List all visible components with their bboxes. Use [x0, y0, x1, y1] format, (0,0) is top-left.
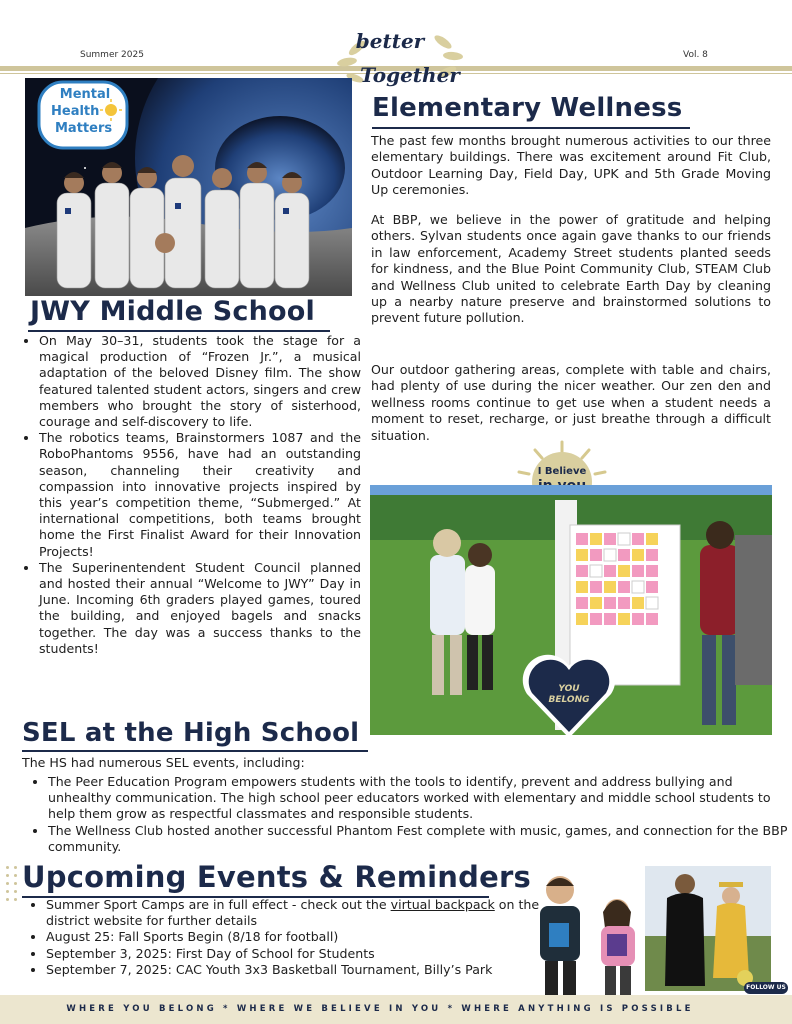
issue-volume: Vol. 8 [683, 50, 708, 60]
logo-line-2: Together [360, 63, 460, 87]
event-fall-sports: • August 25: Fall Sports Begin (8/18 for football) [46, 929, 566, 945]
sun-badge-line-1: I Believe [537, 466, 587, 477]
badge-word-health: Health [51, 104, 100, 119]
badge-word-mental: Mental [59, 87, 111, 102]
event-first-day: • September 3, 2025: First Day of School for Students [46, 946, 566, 962]
students-illustration [525, 868, 645, 995]
follow-us-label: FOLLOW US [744, 982, 788, 994]
high-item-peer-education: • The Peer Education Program empowers students with the tools to identify, prevent and address bullying and unhealthy communication. The high school peer educators worked with elementary and middle school students to help them grow as respectful classmates and responsible students. [48, 774, 792, 823]
issue-season: Summer 2025 [80, 50, 144, 60]
middle-school-heading: JWY Middle School [30, 296, 315, 327]
you-belong-heart-badge [519, 652, 619, 742]
virtual-backpack-link[interactable]: virtual backpack [390, 897, 495, 912]
high-school-list [22, 774, 792, 855]
event-basketball: • September 7, 2025: CAC Youth 3x3 Basketball Tournament, Billy’s Park [46, 962, 566, 978]
high-school-intro: The HS had numerous SEL events, including: [22, 755, 305, 770]
heart-badge-line-1: YOU [558, 684, 580, 694]
elementary-heading-underline [372, 127, 690, 129]
high-heading-underline [22, 750, 368, 752]
students-holding-books-photo [525, 868, 645, 995]
elementary-paragraph-2: At BBP, we believe in the power of gratitude and helping others. Sylvan students once again gave thanks to our friends in law enforcement, Academy Street students planted seeds for kindness, and the Blue Point Community Club, STEAM Club and Wellness Club united to celebrate Earth Day by cleaning up a nearby nature preserve and brainstormed solutions to prevent future pollution. [371, 212, 771, 326]
middle-heading-underline [28, 330, 330, 332]
elementary-wellness-heading: Elementary Wellness [372, 93, 683, 123]
footer-tagline: WHERE YOU BELONG * WHERE WE BELIEVE IN YOU * WHERE ANYTHING IS POSSIBLE [66, 1004, 694, 1014]
high-item-wellness-club: • The Wellness Club hosted another successful Phantom Fest complete with music, games, and connection for the BBP community. [48, 823, 792, 855]
middle-item-robotics: • The robotics teams, Brainstormers 1087 and the RoboPhantoms 9556, have had an outstanding season, channeling their creativity and compassion into innovative projects inspired by this year’s competition theme, “Submerged.” At international competitions, both teams brought home the First Finalist Award for their Innovation Projects! [39, 430, 361, 560]
elementary-paragraph-3: Our outdoor gathering areas, complete with table and chairs, had plenty of use during the nicer weather. Our zen den and wellness rooms continue to get use when a student needs a moment to reset, recharge, or just breathe through a difficult situation. [371, 362, 771, 443]
middle-item-council: • The Superinentendent Student Council planned and hosted their annual “Welcome to JWY” Day in June. Incoming 6th graders played games, toured the building, and enjoyed bagels and snacks together. The day was a success thanks to the students! [39, 560, 361, 657]
logo-line-1: better [355, 29, 425, 53]
elementary-paragraph-1: The past few months brought numerous activities to our three elementary buildings. There was excitement around Fit Club, Outdoor Learning Day, Field Day, UPK and 5th Grade Moving Up ceremonies. [371, 133, 771, 198]
decorative-dots [2, 862, 22, 992]
high-school-heading: SEL at the High School [22, 718, 360, 748]
event-summer-camps: • Summer Sport Camps are in full effect - check out the virtual backpack on the district website for further details [46, 897, 566, 929]
graduation-photo [645, 866, 771, 991]
middle-item-frozen: • On May 30–31, students took the stage for a magical production of “Frozen Jr.”, a musical adaptation of the beloved Disney film. The show featured talented student actors, singers and crew members who brought the story of sisterhood, courage and self-discovery to life. [39, 333, 361, 430]
events-list [20, 897, 566, 978]
better-together-logo [335, 26, 465, 96]
graduation-illustration [645, 866, 771, 991]
badge-word-matters: Matters [55, 121, 113, 136]
heart-badge-line-2: BELONG [548, 695, 590, 705]
upcoming-events-heading: Upcoming Events & Reminders [22, 860, 531, 894]
middle-school-list [24, 333, 361, 657]
mental-health-matters-badge [37, 80, 129, 152]
